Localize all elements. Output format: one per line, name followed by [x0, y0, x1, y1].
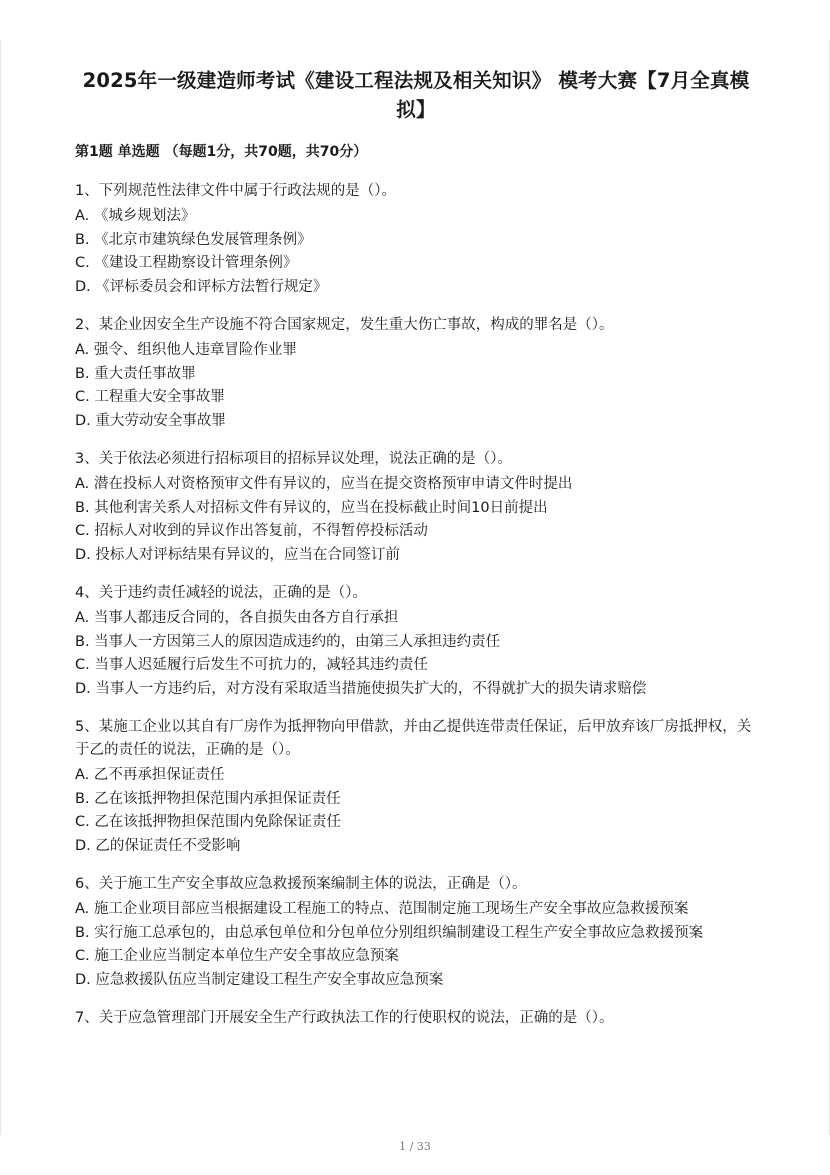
page-indicator: 1 / 33 [399, 1140, 431, 1153]
option-d: D. 投标人对评标结果有异议的，应当在合同签订前 [75, 546, 400, 563]
question-4 [75, 582, 757, 701]
option-b: B. 当事人一方因第三人的原因造成违约的，由第三人承担违约责任 [75, 633, 501, 650]
option-c: C. 施工企业应当制定本单位生产安全事故应急预案 [75, 948, 399, 964]
option-b: B. 实行施工总承包的，由总承包单位和分包单位分别组织编制建设工程生产安全事故应急救援预案 [75, 924, 704, 941]
option-a: A. 当事人都违反合同的，各自损失由各方自行承担 [75, 610, 399, 626]
question-1 [75, 180, 757, 299]
option-c: C. 工程重大安全事故罪 [75, 389, 225, 405]
question-stem: 4、关于违约责任减轻的说法，正确的是（）。 [75, 585, 367, 601]
option-a: A. 强令、组织他人违章冒险作业罪 [75, 342, 297, 358]
question-3 [75, 448, 757, 567]
document-title: 2025年一级建造师考试《建设工程法规及相关知识》 模考大赛【7月全真模拟】 [82, 69, 750, 121]
question-stem: 1、下列规范性法律文件中属于行政法规的是（）。 [75, 183, 396, 199]
question-stem: 6、关于施工生产安全事故应急救援预案编制主体的说法，正确是（）。 [75, 876, 527, 892]
option-b: B. 重大责任事故罪 [75, 365, 196, 382]
option-d: D. 乙的保证责任不受影响 [75, 837, 241, 854]
option-c: C. 乙在该抵押物担保范围内免除保证责任 [75, 814, 341, 830]
question-stem: 3、关于依法必须进行招标项目的招标异议处理，说法正确的是（）。 [75, 451, 512, 467]
section-heading: 第1题 单选题 （每题1分，共70题，共70分） [75, 144, 368, 160]
question-5 [75, 716, 757, 858]
document-page [75, 66, 757, 1045]
option-c: C. 当事人迟延履行后发生不可抗力的，减轻其违约责任 [75, 657, 428, 673]
question-6 [75, 873, 757, 992]
option-b: B. 乙在该抵押物担保范围内承担保证责任 [75, 790, 341, 807]
option-a: A. 乙不再承担保证责任 [75, 767, 225, 783]
question-stem: 5、某施工企业以其自有厂房作为抵押物向甲借款，并由乙提供连带责任保证，后甲放弃该厂房抵押权，关于乙的责任的说法，正确的是（）。 [75, 719, 752, 758]
option-b: B. 《北京市建筑绿色发展管理条例》 [75, 231, 312, 248]
option-a: A. 潜在投标人对资格预审文件有异议的，应当在提交资格预审申请文件时提出 [75, 476, 573, 492]
option-d: D. 当事人一方违约后，对方没有采取适当措施使损失扩大的，不得就扩大的损失请求赔偿 [75, 680, 647, 697]
question-2 [75, 314, 757, 433]
option-a: A. 施工企业项目部应当根据建设工程施工的特点、范围制定施工现场生产安全事故应急救援预案 [75, 901, 689, 917]
option-c: C. 招标人对收到的异议作出答复前，不得暂停投标活动 [75, 523, 428, 539]
question-stem: 2、某企业因安全生产设施不符合国家规定，发生重大伤亡事故，构成的罪名是（）。 [75, 317, 614, 333]
option-a: A. 《城乡规划法》 [75, 208, 196, 224]
question-stem: 7、关于应急管理部门开展安全生产行政执法工作的行使职权的说法，正确的是（）。 [75, 1010, 614, 1026]
page-edge-left [0, 40, 1, 1135]
option-c: C. 《建设工程勘察设计管理条例》 [75, 255, 298, 271]
option-d: D. 《评标委员会和评标方法暂行规定》 [75, 278, 328, 295]
question-7 [75, 1007, 757, 1030]
option-b: B. 其他利害关系人对招标文件有异议的，应当在投标截止时间10日前提出 [75, 499, 548, 516]
option-d: D. 应急救援队伍应当制定建设工程生产安全事故应急预案 [75, 971, 444, 988]
option-d: D. 重大劳动安全事故罪 [75, 412, 226, 429]
